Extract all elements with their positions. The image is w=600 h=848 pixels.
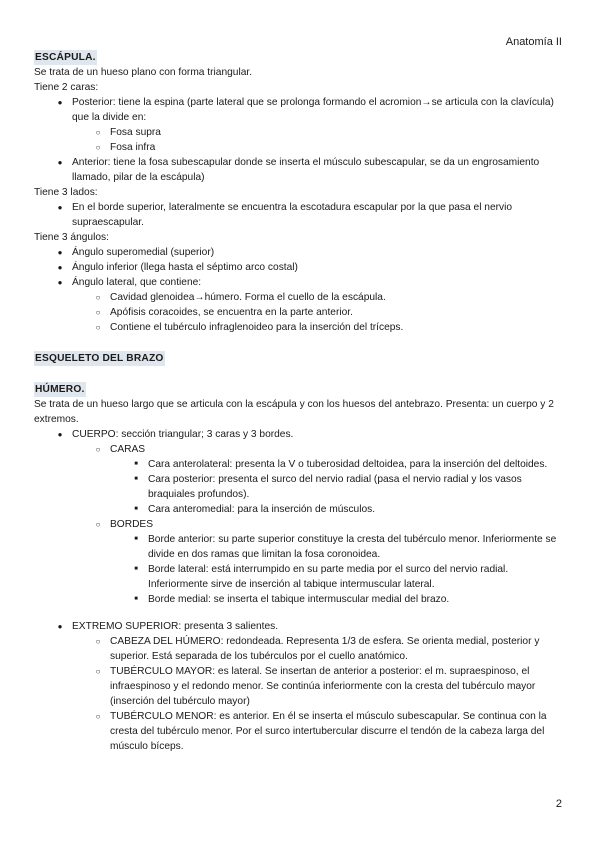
bullet-disc-icon: ● [57, 263, 63, 272]
humero-bordes-list [110, 532, 562, 607]
cara-anterior-text: Anterior: tiene la fosa subescapular donde se inserta el músculo subescapular, se da un engrosamiento llamado, pilar de la escápula) [72, 157, 540, 183]
humero-caras-list [110, 457, 562, 517]
list-item [110, 472, 562, 502]
humero-cuerpo-text: CUERPO: sección triangular; 3 caras y 3 bordes. [72, 429, 294, 440]
caras-label: CARAS [110, 444, 146, 455]
humero-extremo-list [34, 619, 562, 754]
list-item [34, 275, 562, 335]
bullet-circle-icon: ○ [95, 293, 101, 302]
list-item [72, 709, 562, 754]
list-item [110, 562, 562, 592]
bullet-disc-icon: ● [57, 248, 63, 257]
list-item [72, 517, 562, 607]
escapula-angulos-label: Tiene 3 ángulos: [34, 232, 109, 243]
list-item [72, 320, 562, 335]
escapula-caras-label: Tiene 2 caras: [34, 82, 99, 93]
escapula-angulos-list [34, 245, 562, 335]
bullet-square-icon: ■ [134, 596, 138, 602]
list-item [34, 200, 562, 230]
heading-escapula: ESCÁPULA. [35, 52, 96, 63]
list-item [34, 155, 562, 185]
angulo-lateral-list [72, 290, 562, 335]
document-body [34, 50, 562, 754]
fosa-infra-text: Fosa infra [110, 142, 156, 153]
fosa-supra-text: Fosa supra [110, 127, 161, 138]
humero-borde-text: Borde lateral: está interrumpido en su parte media por el surco del nervio radial. Inferiormente sirve de inserción al tabique intermuscular lateral. [148, 564, 509, 590]
angulo-text: Ángulo superomedial (superior) [72, 247, 215, 258]
bullet-square-icon: ■ [134, 476, 138, 482]
heading-humero: HÚMERO. [35, 384, 85, 395]
lado-text: En el borde superior, lateralmente se encuentra la escotadura escapular por la que pasa el nervio supraescapular. [72, 202, 513, 228]
page-header-subject: Anatomía II [505, 36, 562, 48]
bullet-disc-icon: ● [57, 203, 63, 212]
angulo-text: Ángulo lateral, que contiene: [72, 277, 202, 288]
fosas-list [72, 125, 562, 155]
bordes-label: BORDES [110, 519, 154, 530]
humero-cara-text: Cara anterolateral: presenta la V o tuberosidad deltoidea, para la inserción del deltoides. [148, 459, 548, 470]
bullet-circle-icon: ○ [95, 445, 101, 454]
list-item [72, 140, 562, 155]
list-item [34, 95, 562, 155]
angulo-lateral-item: Cavidad glenoidea→húmero. Forma el cuello de la escápula. [110, 292, 386, 303]
list-item [72, 664, 562, 709]
list-item [72, 305, 562, 320]
escapula-intro: Se trata de un hueso plano con forma triangular. [34, 67, 253, 78]
list-item [110, 592, 562, 607]
list-item [110, 457, 562, 472]
cara-posterior-text: Posterior: tiene la espina (parte lateral que se prolonga formando el acromion→se articula con la clavícula) que la divide en: [72, 97, 554, 123]
list-item [72, 125, 562, 140]
cuerpo-sections [72, 442, 562, 607]
bullet-circle-icon: ○ [95, 128, 101, 137]
humero-cara-text: Cara anteromedial: para la inserción de músculos. [148, 504, 376, 515]
escapula-caras-list [34, 95, 562, 185]
bullet-disc-icon: ● [57, 278, 63, 287]
bullet-circle-icon: ○ [95, 667, 101, 676]
bullet-disc-icon: ● [57, 622, 63, 631]
humero-cara-text: Cara posterior: presenta el surco del nervio radial (pasa el nervio radial y los vasos braquiales profundos). [148, 474, 522, 500]
bullet-square-icon: ■ [134, 461, 138, 467]
list-item [72, 442, 562, 517]
list-item [110, 532, 562, 562]
bullet-circle-icon: ○ [95, 143, 101, 152]
bullet-circle-icon: ○ [95, 520, 101, 529]
angulo-text: Ángulo inferior (llega hasta el séptimo arco costal) [72, 262, 298, 273]
bullet-disc-icon: ● [57, 98, 63, 107]
angulo-lateral-item: Contiene el tubérculo infraglenoideo para la inserción del tríceps. [110, 322, 404, 333]
list-item [34, 260, 562, 275]
humero-cuerpo-list [34, 427, 562, 607]
angulo-lateral-item: Apófisis coracoides, se encuentra en la parte anterior. [110, 307, 353, 318]
list-item [110, 502, 562, 517]
list-item [34, 245, 562, 260]
humero-intro: Se trata de un hueso largo que se articula con la escápula y con los huesos del antebrazo. Presenta: un cuerpo y 2 extremos. [34, 399, 554, 425]
list-item [72, 634, 562, 664]
humero-borde-text: Borde medial: se inserta el tabique intermuscular medial del brazo. [148, 594, 450, 605]
escapula-lados-list [34, 200, 562, 230]
bullet-square-icon: ■ [134, 566, 138, 572]
list-item [34, 427, 562, 607]
bullet-circle-icon: ○ [95, 308, 101, 317]
heading-esqueleto-brazo: ESQUELETO DEL BRAZO [35, 353, 164, 364]
escapula-lados-label: Tiene 3 lados: [34, 187, 98, 198]
saliente-text: TUBÉRCULO MAYOR: es lateral. Se insertan de anterior a posterior: el m. supraespinoso, el infraespinoso y el redondo menor. Se continúa inferiormente con la cresta del tubérculo mayor (inserción del tubérculo mayor) [110, 666, 536, 707]
bullet-disc-icon: ● [57, 430, 63, 439]
bullet-square-icon: ■ [134, 536, 138, 542]
extremo-superior-text: EXTREMO SUPERIOR: presenta 3 salientes. [72, 621, 279, 632]
bullet-disc-icon: ● [57, 158, 63, 167]
salientes-list [72, 634, 562, 754]
page-number: 2 [555, 798, 562, 810]
list-item [72, 290, 562, 305]
bullet-circle-icon: ○ [95, 323, 101, 332]
humero-borde-text: Borde anterior: su parte superior constituye la cresta del tubérculo menor. Inferiormente se divide en dos ramas que limitan la fosa coronoidea. [148, 534, 557, 560]
saliente-text: CABEZA DEL HÚMERO: redondeada. Representa 1/3 de esfera. Se orienta medial, posterior y superior. Está separada de los tubérculos por el cuello anatómico. [110, 636, 540, 662]
bullet-circle-icon: ○ [95, 712, 101, 721]
bullet-square-icon: ■ [134, 506, 138, 512]
list-item [34, 619, 562, 754]
bullet-circle-icon: ○ [95, 637, 101, 646]
saliente-text: TUBÉRCULO MENOR: es anterior. En él se inserta el músculo subescapular. Se continua con la cresta del tubérculo menor. Por el surco intertubercular discurre el tendón de la cabeza larga del músculo bíceps. [110, 711, 547, 752]
